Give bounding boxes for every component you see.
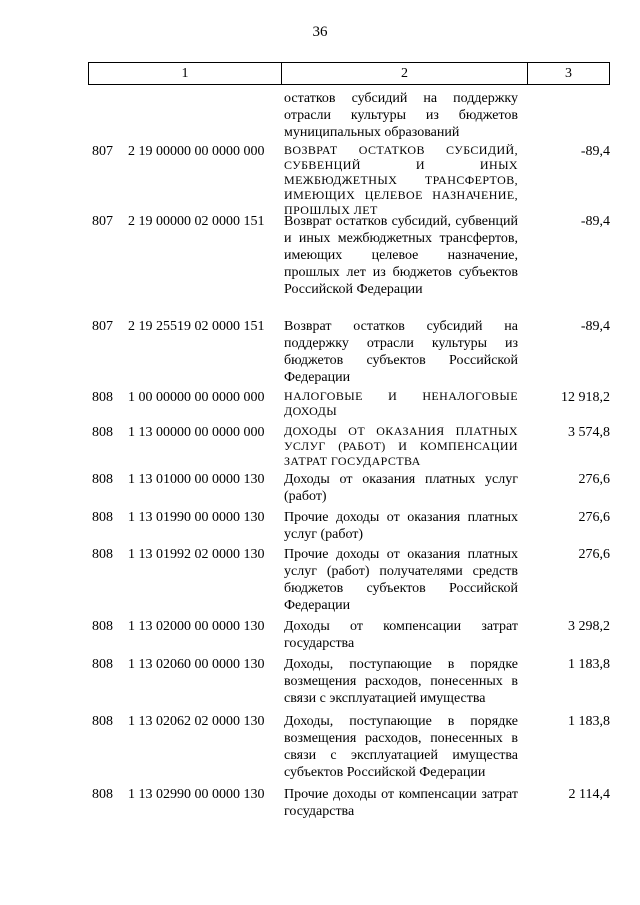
admin-code: 808 bbox=[92, 657, 113, 672]
income-name: Доходы от компенсации затрат государства bbox=[284, 619, 518, 651]
admin-code: 808 bbox=[92, 472, 113, 487]
admin-code: 808 bbox=[92, 547, 113, 562]
admin-code: 807 bbox=[92, 144, 113, 159]
page-number: 36 bbox=[312, 24, 328, 40]
admin-code: 807 bbox=[92, 214, 113, 229]
amount: 276,6 bbox=[578, 510, 610, 525]
amount: 1 183,8 bbox=[568, 657, 610, 672]
admin-code: 808 bbox=[92, 425, 113, 440]
amount: -89,4 bbox=[580, 214, 610, 229]
income-name: ВОЗВРАТ ОСТАТКОВ СУБСИДИЙ, СУБВЕНЦИЙ И ИНЫХ МЕЖБЮДЖЕТНЫХ ТРАНСФЕРТОВ, ИМЕЮЩИХ ЦЕЛЕВОЕ НАЗНАЧЕНИЕ, ПРОШЛЫХ ЛЕТ bbox=[284, 143, 518, 217]
budget-code: 1 13 02990 00 0000 130 bbox=[128, 787, 265, 802]
admin-code: 808 bbox=[92, 390, 113, 405]
amount: 276,6 bbox=[578, 472, 610, 487]
amount: 1 183,8 bbox=[568, 714, 610, 729]
header-col-1: 1 bbox=[89, 63, 282, 84]
income-name: ДОХОДЫ ОТ ОКАЗАНИЯ ПЛАТНЫХ УСЛУГ (РАБОТ) И КОМПЕНСАЦИИ ЗАТРАТ ГОСУДАРСТВА bbox=[284, 424, 518, 468]
income-name: Доходы, поступающие в порядке возмещения расходов, понесенных в связи с эксплуатацией имущества bbox=[284, 657, 518, 706]
budget-code: 1 00 00000 00 0000 000 bbox=[128, 390, 265, 405]
amount: 2 114,4 bbox=[568, 787, 610, 802]
amount: 3 574,8 bbox=[568, 425, 610, 440]
admin-code: 807 bbox=[92, 319, 113, 334]
income-name: Возврат остатков субсидий на поддержку отрасли культуры из бюджетов субъектов Российской Федерации bbox=[284, 319, 518, 385]
amount: 3 298,2 bbox=[568, 619, 610, 634]
admin-code: 808 bbox=[92, 510, 113, 525]
header-col-2: 2 bbox=[282, 63, 528, 84]
budget-code: 1 13 01000 00 0000 130 bbox=[128, 472, 265, 487]
amount: -89,4 bbox=[580, 319, 610, 334]
budget-code: 1 13 01992 02 0000 130 bbox=[128, 547, 265, 562]
amount: 276,6 bbox=[578, 547, 610, 562]
table-header bbox=[88, 62, 610, 85]
budget-code: 1 13 02000 00 0000 130 bbox=[128, 619, 265, 634]
budget-code: 1 13 01990 00 0000 130 bbox=[128, 510, 265, 525]
amount: -89,4 bbox=[580, 144, 610, 159]
header-col-3: 3 bbox=[565, 65, 572, 81]
income-name: Доходы, поступающие в порядке возмещения расходов, понесенных в связи с эксплуатацией имущества субъектов Российской Федерации bbox=[284, 714, 518, 780]
income-name: НАЛОГОВЫЕ И НЕНАЛОГОВЫЕ ДОХОДЫ bbox=[284, 389, 518, 418]
admin-code: 808 bbox=[92, 714, 113, 729]
budget-code: 2 19 00000 02 0000 151 bbox=[128, 214, 265, 229]
income-name: Прочие доходы от оказания платных услуг (работ) получателями средств бюджетов субъектов Российской Федерации bbox=[284, 547, 518, 613]
income-name: Доходы от оказания платных услуг (работ) bbox=[284, 472, 518, 504]
budget-code: 1 13 02062 02 0000 130 bbox=[128, 714, 265, 729]
admin-code: 808 bbox=[92, 787, 113, 802]
income-name: Возврат остатков субсидий, субвенций и иных межбюджетных трансфертов, имеющих целевое назначение, прошлых лет из бюджетов субъектов Российской Федерации bbox=[284, 214, 518, 297]
budget-code: 1 13 00000 00 0000 000 bbox=[128, 425, 265, 440]
amount: 12 918,2 bbox=[561, 390, 610, 405]
income-name: остатков субсидий на поддержку отрасли культуры из бюджетов муниципальных образований bbox=[284, 91, 518, 140]
admin-code: 808 bbox=[92, 619, 113, 634]
budget-code: 1 13 02060 00 0000 130 bbox=[128, 657, 265, 672]
income-name: Прочие доходы от оказания платных услуг (работ) bbox=[284, 510, 518, 542]
income-name: Прочие доходы от компенсации затрат государства bbox=[284, 787, 518, 819]
budget-code: 2 19 25519 02 0000 151 bbox=[128, 319, 265, 334]
budget-code: 2 19 00000 00 0000 000 bbox=[128, 144, 265, 159]
